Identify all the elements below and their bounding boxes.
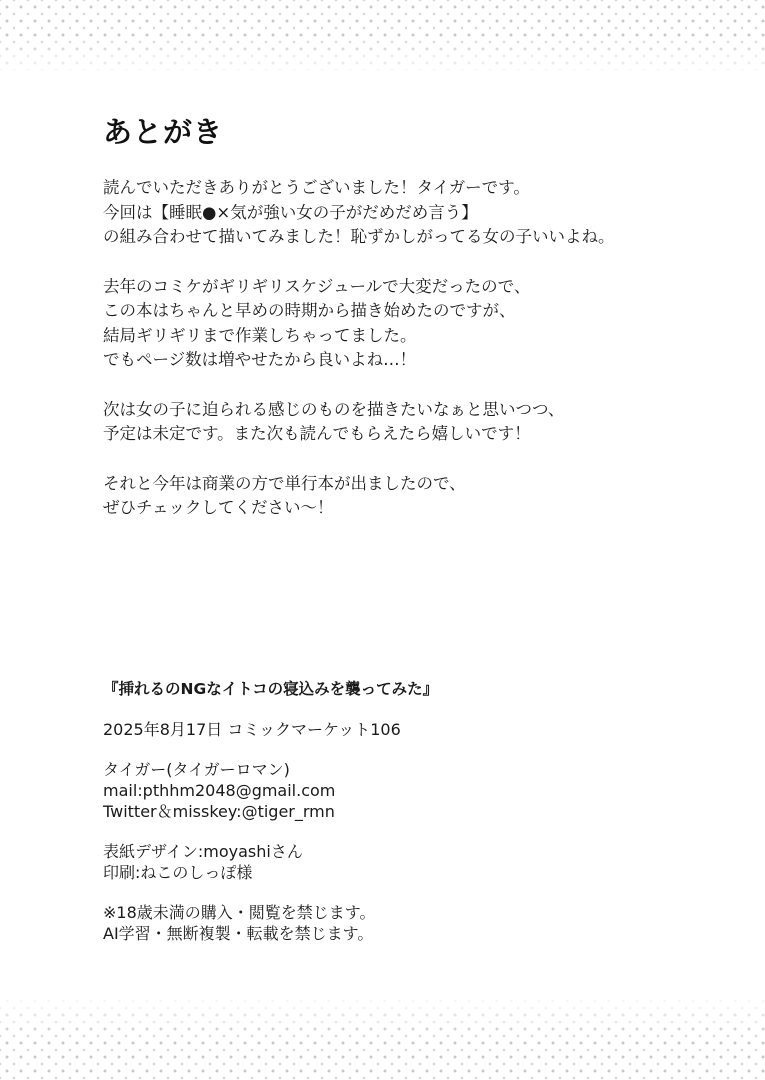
paragraph-3 — [103, 398, 723, 447]
text-line: 今回は【睡眠●×気が強い女の子がだめだめ言う】 — [103, 202, 478, 222]
text-line: それと今年は商業の方で単行本が出ましたので、 — [103, 473, 466, 493]
paragraph-4 — [103, 472, 723, 521]
event-date: 2025年8月17日 コミックマーケット106 — [103, 720, 401, 739]
dot-pattern-bottom — [0, 994, 765, 1080]
notices — [103, 902, 723, 944]
text-line: ぜひチェックしてください〜！ — [103, 498, 334, 517]
colophon — [103, 679, 723, 944]
cover-design-credit: 表紙デザイン:moyashiさん — [103, 842, 303, 861]
text-line: 予定は未定です。また次も読んでもらえたら嬉しいです！ — [103, 424, 531, 443]
text-line: この本はちゃんと早めの時期から描き始めたのですが、 — [103, 301, 516, 320]
author-info — [103, 759, 723, 822]
event-info — [103, 719, 723, 740]
text-line: 結局ギリギリまで作業しちゃってました。 — [103, 325, 417, 345]
age-restriction-notice: ※18歳未満の購入・閲覧を禁じます。 — [103, 903, 376, 922]
paragraph-1 — [103, 176, 723, 250]
author-name: タイガー(タイガーロマン) — [103, 760, 290, 779]
text-line: 読んでいただきありがとうございました！タイガーです。 — [103, 178, 530, 197]
author-email: mail:pthhm2048@gmail.com — [103, 781, 336, 800]
text-line: の組み合わせて描いてみました！恥ずかしがってる女の子いいよね。 — [103, 227, 615, 246]
dot-pattern-top — [0, 0, 765, 78]
text-line: でもページ数は増やせたから良いよね…！ — [103, 350, 417, 369]
printing-credit: 印刷:ねこのしっぽ様 — [103, 863, 253, 882]
author-social: Twitter＆misskey:@tiger_rmn — [103, 802, 335, 821]
book-title: 『挿れるのNGなイトコの寝込みを襲ってみた』 — [103, 680, 439, 698]
text-line: 去年のコミケがギリギリスケジュールで大変だったので、 — [103, 276, 531, 296]
copy-restriction-notice: AI学習・無断複製・転載を禁じます。 — [103, 924, 374, 943]
text-line: 次は女の子に迫られる感じのものを描きたいなぁと思いつつ、 — [103, 399, 565, 419]
paragraph-2 — [103, 275, 723, 373]
afterword-body — [103, 176, 723, 546]
page-heading: あとがき — [103, 115, 224, 149]
credits — [103, 841, 723, 883]
